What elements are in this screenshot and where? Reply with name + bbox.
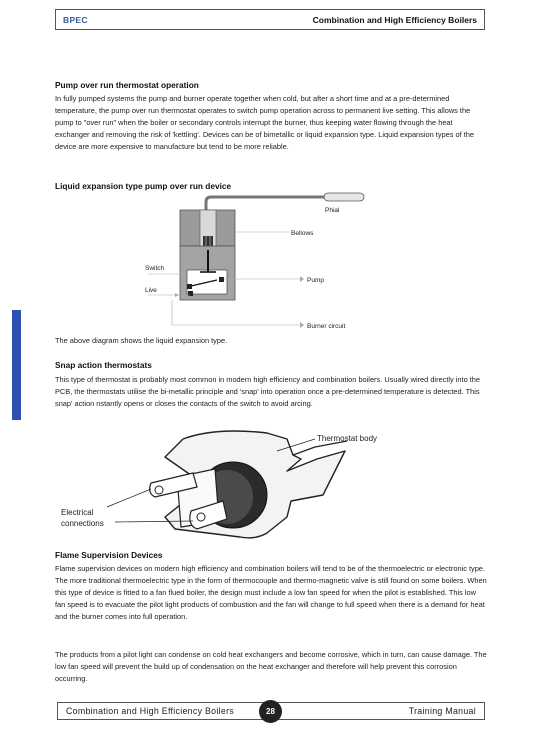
label-pump: Pump [307,277,324,284]
footer-left-title: Combination and High Efficiency Boilers [66,706,235,716]
brand-label: BPEC [63,14,88,25]
paragraph-pump-overrun: In fully pumped systems the pump and burner operate together when cold, but after a short time and at a pre-determined temperature, the pump over run thermostat operates to switch pump operation across to permanent live setting. This allows the pump to "over run" when the boiler or secondary controls interrupt the burner, thus keeping water flowing through the heat exchanger and removing the risk of 'kettling'. Devices can be of bimetallic or liquid expansion type. Liquid expansion types of the device are more expensive to manufacture but tend to be more reliable. [55,94,474,152]
heading-pump-overrun: Pump over run thermostat operation [55,80,199,90]
label-bellows: Bellows [291,230,314,237]
paragraph-flame-supervision-2: The products from a pilot light can condense on cold heat exchangers and become corrosive, which in turn, can cause damage. The low fan speed will prevent the build up of condensation on the heat exchanger and therefore will help prevent this corrosion occurring. [55,650,487,684]
caption-liquid-expansion: The above diagram shows the liquid expansion type. [55,336,228,345]
heading-snap-action: Snap action thermostats [55,360,152,370]
header-title: Combination and High Efficiency Boilers [312,14,477,25]
label-electrical-line2: connections [61,519,104,528]
label-burner-circuit: Burner circuit [307,323,346,330]
label-switch: Switch [145,265,165,272]
label-thermostat-body: Thermostat body [317,434,378,443]
heading-flame-supervision: Flame Supervision Devices [55,550,163,560]
page-header [55,9,485,30]
side-accent-bar [12,310,21,420]
label-live: Live [145,287,157,294]
paragraph-snap-action: This type of thermostat is probably most common in modern high efficiency and combination boilers. Usually wired directly into the PCB, the thermostats utilise the bi-metallic principle and 'snap' into operation once a pre-determined temperature is detected. This snap' action nstantly opens or closes the contacts of the switch to avoid arcing. [55,375,481,409]
liquid-expansion-diagram [140,190,370,340]
label-electrical-line1: Electrical [61,508,94,517]
phial-bulb [324,193,364,201]
label-phial: Phial [325,207,340,214]
paragraph-flame-supervision-1: Flame supervision devices on modern high efficiency and combination boilers will tend to be of the thermoelectric or electronic type. The more traditional thermoelectric type in the form of thermocouple and thermo-magnetic valve is still found on some boilers. When this type of device is fitted to a fan flued boiler, the design must include a low fan speed for when the pilot is established. This low fan speed is to evacuate the pilot light products of combustion and the fan will change to full speed when there is a demand for heat and the burner comes into full operation. [55,564,487,622]
heading-liquid-expansion: Liquid expansion type pump over run device [55,181,232,191]
snap-action-thermostat-drawing [55,425,385,550]
footer-right-title: Training Manual [408,706,476,716]
page-number-badge: 28 [259,700,282,723]
phial-tube [206,197,325,210]
